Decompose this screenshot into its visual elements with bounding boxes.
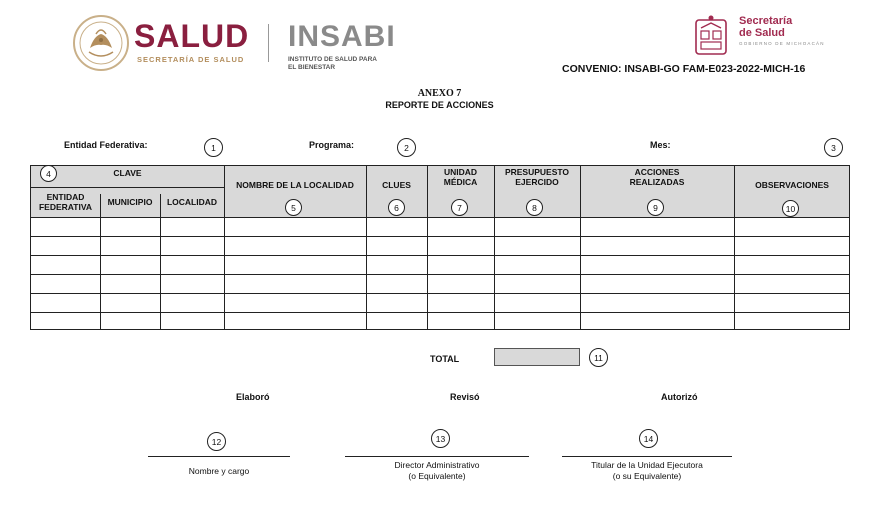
col-divider (224, 166, 225, 330)
row-divider (31, 274, 850, 275)
autorizo-heading: Autorizó (661, 392, 698, 402)
col-divider (494, 166, 495, 330)
secretaria-line-1: Secretaría (739, 15, 793, 27)
col-divider (366, 166, 367, 330)
marker-8: 8 (526, 199, 543, 216)
signature-caption-3-line-1: Titular de la Unidad Ejecutora (591, 460, 703, 470)
row-divider (31, 236, 850, 237)
report-table (30, 165, 850, 330)
total-value-cell (494, 348, 580, 366)
col-divider (160, 194, 161, 330)
th-clave: CLAVE (113, 168, 142, 178)
marker-14: 14 (639, 429, 658, 448)
marker-1: 1 (204, 138, 223, 157)
th-presupuesto-line-1: PRESUPUESTO (504, 167, 570, 177)
reviso-heading: Revisó (450, 392, 480, 402)
marker-4: 4 (40, 165, 57, 182)
col-divider (427, 166, 428, 330)
marker-9: 9 (647, 199, 664, 216)
th-municipio: MUNICIPIO (107, 197, 153, 207)
insabi-subtitle-line-1: INSTITUTO DE SALUD PARA (288, 56, 377, 63)
th-acciones-line-2: REALIZADAS (629, 177, 685, 187)
programa-label: Programa: (309, 140, 355, 150)
insabi-subtitle (288, 56, 377, 72)
anexo-title: ANEXO 7 (417, 88, 462, 99)
col-divider (100, 194, 101, 330)
th-unidad-medica (427, 167, 494, 187)
marker-7: 7 (451, 199, 468, 216)
marker-10: 10 (782, 200, 799, 217)
th-acciones-line-1: ACCIONES (634, 167, 680, 177)
logo-divider (268, 24, 269, 62)
entidad-label: Entidad Federativa: (64, 140, 148, 150)
row-divider (31, 293, 850, 294)
marker-12: 12 (207, 432, 226, 451)
th-entidad (31, 192, 100, 212)
secretaria-logo-text (739, 15, 792, 39)
th-unidad-line-1: UNIDAD (443, 167, 478, 177)
insabi-logo: INSABI (288, 20, 396, 53)
signature-caption-2-line-2: (o Equivalente) (408, 471, 466, 481)
th-acciones (580, 167, 734, 187)
marker-11: 11 (589, 348, 608, 367)
total-label: TOTAL (430, 354, 460, 364)
secretaria-subtitle: GOBIERNO DE MICHOACÁN (739, 41, 825, 46)
th-clues: CLUES (382, 180, 411, 190)
salud-subtitle: SECRETARÍA DE SALUD (137, 55, 245, 64)
convenio-number: CONVENIO: INSABI-GO FAM-E023-2022-MICH-16 (562, 63, 806, 75)
salud-logo: SALUD (134, 18, 250, 54)
th-entidad-line-2: FEDERATIVA (38, 202, 93, 212)
mes-label: Mes: (650, 140, 671, 150)
marker-2: 2 (397, 138, 416, 157)
th-entidad-line-1: ENTIDAD (46, 192, 85, 202)
mexico-seal-icon (72, 14, 130, 72)
th-nombre-localidad: NOMBRE DE LA LOCALIDAD (236, 180, 354, 190)
row-divider (31, 255, 850, 256)
report-title: REPORTE DE ACCIONES (385, 100, 494, 110)
signature-caption-1: Nombre y cargo (188, 466, 250, 476)
signature-caption-2-line-1: Director Administrativo (394, 460, 480, 470)
signature-caption-3-line-2: (o su Equivalente) (612, 471, 682, 481)
signature-line-1 (148, 456, 290, 457)
th-observaciones: OBSERVACIONES (755, 180, 829, 190)
marker-5: 5 (285, 199, 302, 216)
insabi-subtitle-line-2: EL BIENESTAR (288, 64, 336, 71)
signature-caption-2 (345, 460, 529, 482)
marker-6: 6 (388, 199, 405, 216)
col-divider (580, 166, 581, 330)
michoacan-emblem-icon (692, 14, 730, 58)
th-presupuesto (494, 167, 580, 187)
signature-line-3 (562, 456, 732, 457)
col-divider (734, 166, 735, 330)
th-presupuesto-line-2: EJERCIDO (515, 177, 559, 187)
th-localidad: LOCALIDAD (166, 197, 218, 207)
elaboro-heading: Elaboró (236, 392, 270, 402)
marker-13: 13 (431, 429, 450, 448)
signature-line-2 (345, 456, 529, 457)
row-divider (31, 312, 850, 313)
signature-caption-3 (562, 460, 732, 482)
clave-divider (31, 187, 224, 188)
marker-3: 3 (824, 138, 843, 157)
secretaria-line-2: de Salud (739, 27, 785, 39)
th-unidad-line-2: MÉDICA (443, 177, 478, 187)
